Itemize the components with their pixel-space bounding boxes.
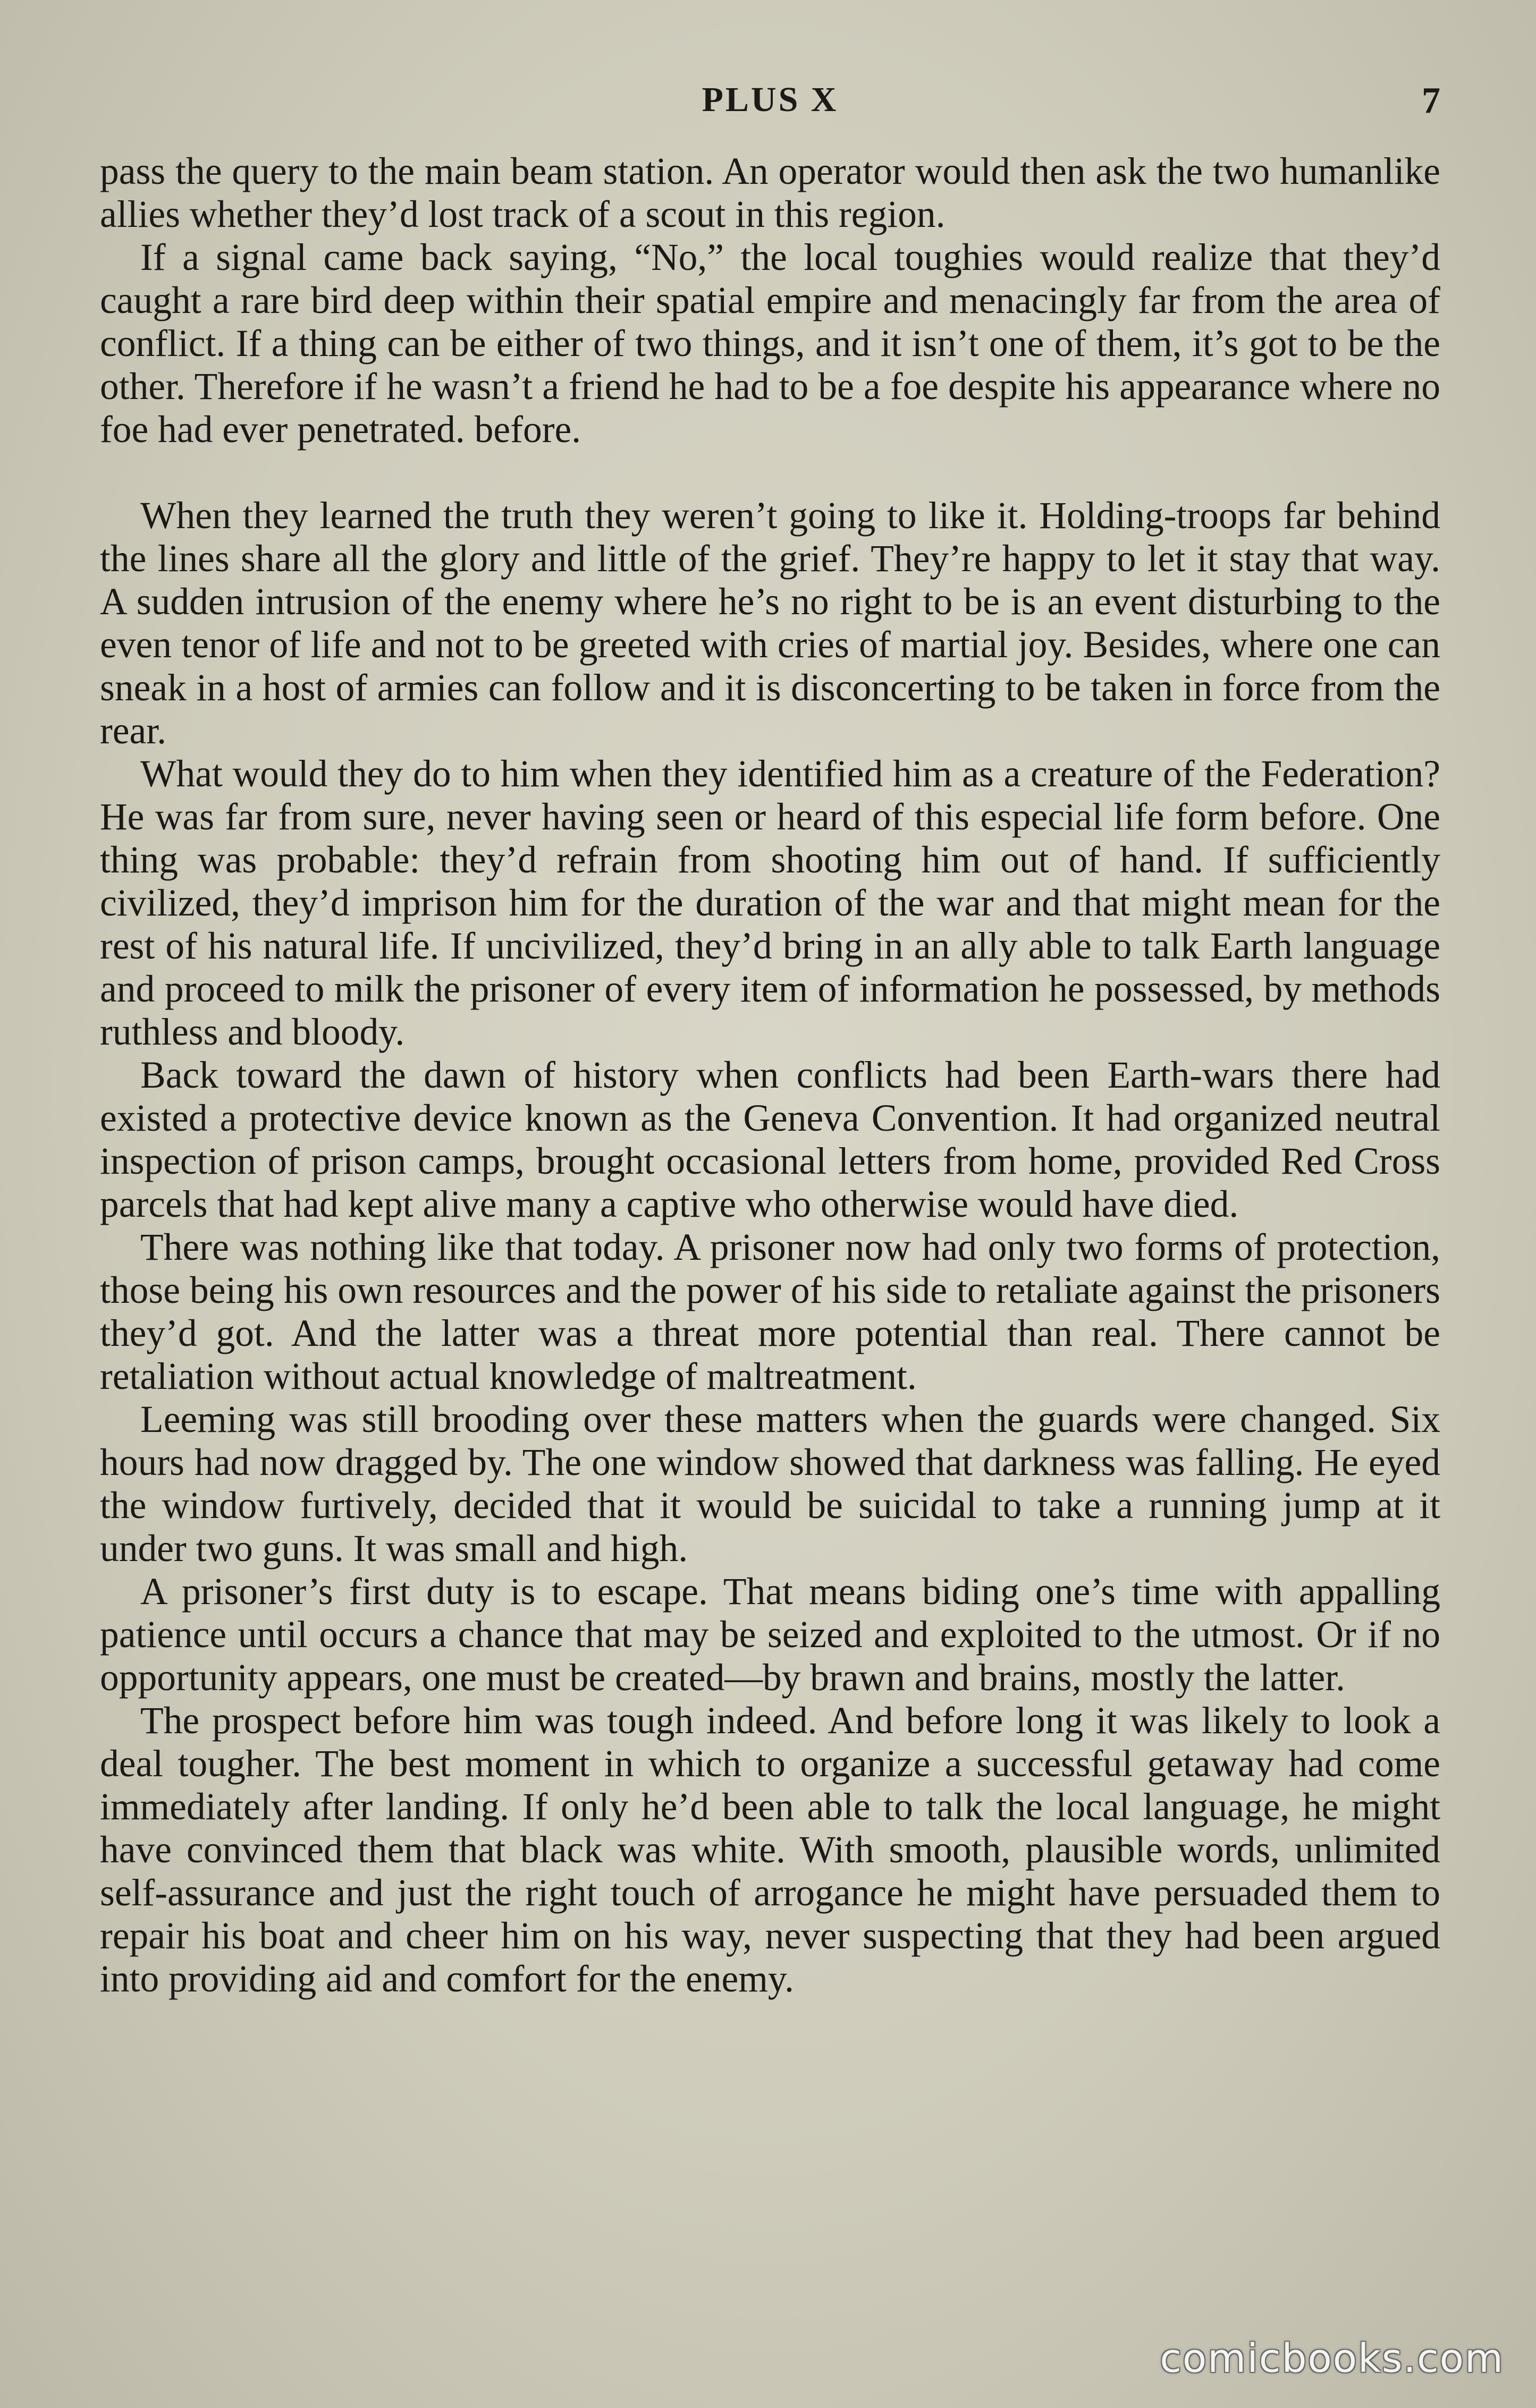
paragraph: What would they do to him when they identified him as a creature of the Federation? He was far from sure, never having seen or heard of this especial life form before. One thing was probable: they’d refrain from shooting him out of hand. If sufficiently civilized, they’d imprison him for the duration of the war and that might mean for the rest of his natural life. If uncivilized, they’d bring in an ally able to talk Earth language and proceed to milk the prisoner of every item of information he possessed, by methods ruthless and bloody. bbox=[100, 753, 1440, 1053]
running-head bbox=[100, 80, 1440, 138]
paragraph: When they learned the truth they weren’t going to like it. Holding-troops far behind the lines share all the glory and little of the grief. They’re happy to let it stay that way. A sudden intrusion of the enemy where he’s no right to be is an event disturbing to the even tenor of life and not to be greeted with cries of martial joy. Besides, where one can sneak in a host of armies can follow and it is disconcerting to be taken in force from the rear. bbox=[100, 495, 1440, 752]
paragraph: The prospect before him was tough indeed. And before long it was likely to look a deal tougher. The best moment in which to organize a successful getaway had come immediately after landing. If only he’d been able to talk the local language, he might have convinced them that black was white. With smooth, plausible words, unlimited self-assurance and just the right touch of arrogance he might have persuaded them to repair his boat and cheer him on his way, never suspecting that they had been argued into providing aid and comfort for the enemy. bbox=[100, 1700, 1440, 2000]
paragraph: Leeming was still brooding over these matters when the guards were changed. Six hours had now dragged by. The one window showed that darkness was falling. He eyed the window furtively, decided that it would be suicidal to take a running jump at it under two guns. It was small and high. bbox=[100, 1398, 1440, 1570]
paragraph: Back toward the dawn of history when conflicts had been Earth-wars there had existed a protective device known as the Geneva Convention. It had organized neutral inspection of prison camps, brought occasional letters from home, provided Red Cross parcels that had kept alive many a captive who otherwise would have died. bbox=[100, 1054, 1440, 1225]
running-title: PLUS X bbox=[702, 80, 839, 119]
body-text bbox=[100, 150, 1440, 2000]
paragraph: If a signal came back saying, “No,” the local toughies would realize that they’d caught a rare bird deep within their spatial empire and menacingly far from the area of conflict. If a thing can be either of two things, and it isn’t one of them, it’s got to be the other. Therefore if he wasn’t a friend he had to be a foe despite his appearance where no foe had ever penetrated. before. bbox=[100, 236, 1440, 451]
page-number: 7 bbox=[1422, 80, 1440, 121]
paragraph: pass the query to the main beam station. An operator would then ask the two humanlike allies whether they’d lost track of a scout in this region. bbox=[100, 150, 1440, 235]
paragraph: There was nothing like that today. A prisoner now had only two forms of protection, those being his own resources and the power of his side to retaliate against the prisoners they’d got. And the latter was a threat more potential than real. There cannot be retaliation without actual knowledge of maltreatment. bbox=[100, 1226, 1440, 1397]
paragraph: A prisoner’s first duty is to escape. That means biding one’s time with appalling patience until occurs a chance that may be seized and exploited to the utmost. Or if no opportunity appears, one must be created—by brawn and brains, mostly the latter. bbox=[100, 1571, 1440, 1699]
watermark: comicbooks.com bbox=[1160, 2336, 1504, 2381]
